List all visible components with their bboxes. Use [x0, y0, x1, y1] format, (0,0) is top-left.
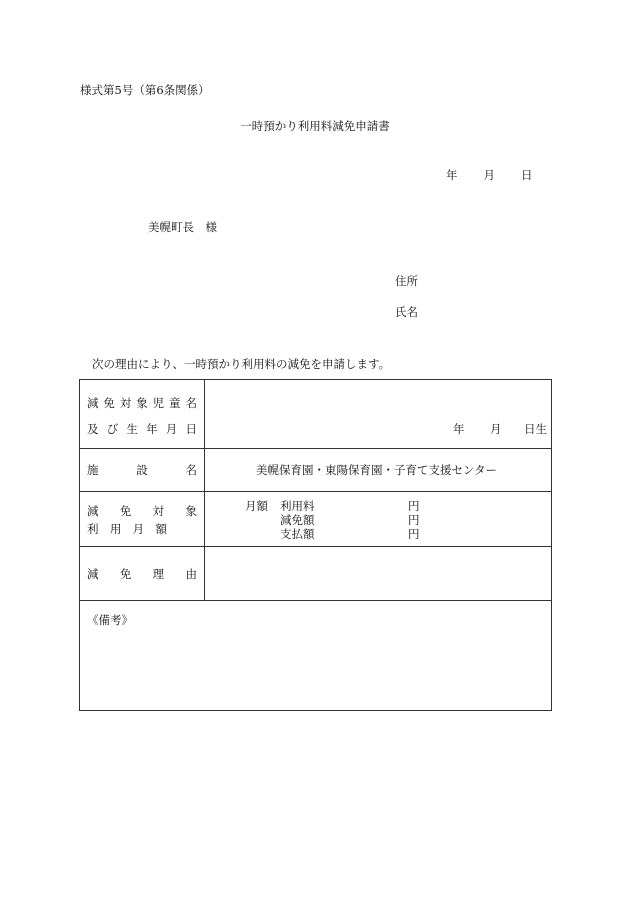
addressee: 美幌町長 様 [148, 220, 217, 234]
amount-row-value [204, 491, 551, 546]
payment-label: 支払額 [280, 527, 315, 541]
facility-row-value [204, 448, 551, 491]
reason-row-value [204, 546, 551, 600]
birth-day-label: 日生 [524, 422, 547, 436]
reason-row-label: 減 免 理 由 [80, 546, 205, 600]
child-label-line1: 減 免 対 象 児 童 名 [87, 396, 197, 410]
reduction-unit: 円 [408, 513, 420, 527]
child-row-value [204, 380, 551, 448]
facility-row-label: 施 設 名 [80, 448, 205, 491]
payment-unit: 円 [408, 527, 420, 541]
child-row [80, 380, 551, 449]
fee-label: 利用料 [280, 499, 315, 513]
reduction-label: 減免額 [280, 513, 315, 527]
facility-row [80, 448, 551, 492]
date-year-label: 年 [446, 168, 458, 182]
child-label-line2: 及 び 生 年 月 日 [87, 422, 197, 436]
intro-text: 次の理由により、一時預かり利用料の減免を申請します。 [92, 357, 391, 371]
address-label: 住所 [395, 274, 418, 288]
remarks-row [80, 600, 551, 710]
remarks-label: 《備考》 [87, 613, 133, 627]
fee-unit: 円 [408, 499, 420, 513]
date-month-label: 月 [483, 168, 495, 182]
monthly-label: 月額 [245, 499, 268, 513]
form-number: 様式第5号（第6条関係） [80, 83, 210, 97]
facility-names: 美幌保育園・東陽保育園・子育て支援センター [256, 463, 498, 477]
application-table [79, 379, 552, 711]
form-title: 一時預かり利用料減免申請書 [240, 119, 390, 133]
birth-month-label: 月 [490, 422, 502, 436]
date-line [446, 167, 533, 183]
amount-row-label: 減 免 対 象 利 用 月 額 [80, 491, 205, 546]
child-row-label [80, 380, 205, 448]
date-day-label: 日 [521, 168, 533, 182]
reason-row [80, 546, 551, 601]
birth-year-label: 年 [453, 422, 465, 436]
name-label: 氏名 [395, 305, 418, 319]
amount-row [80, 491, 551, 547]
